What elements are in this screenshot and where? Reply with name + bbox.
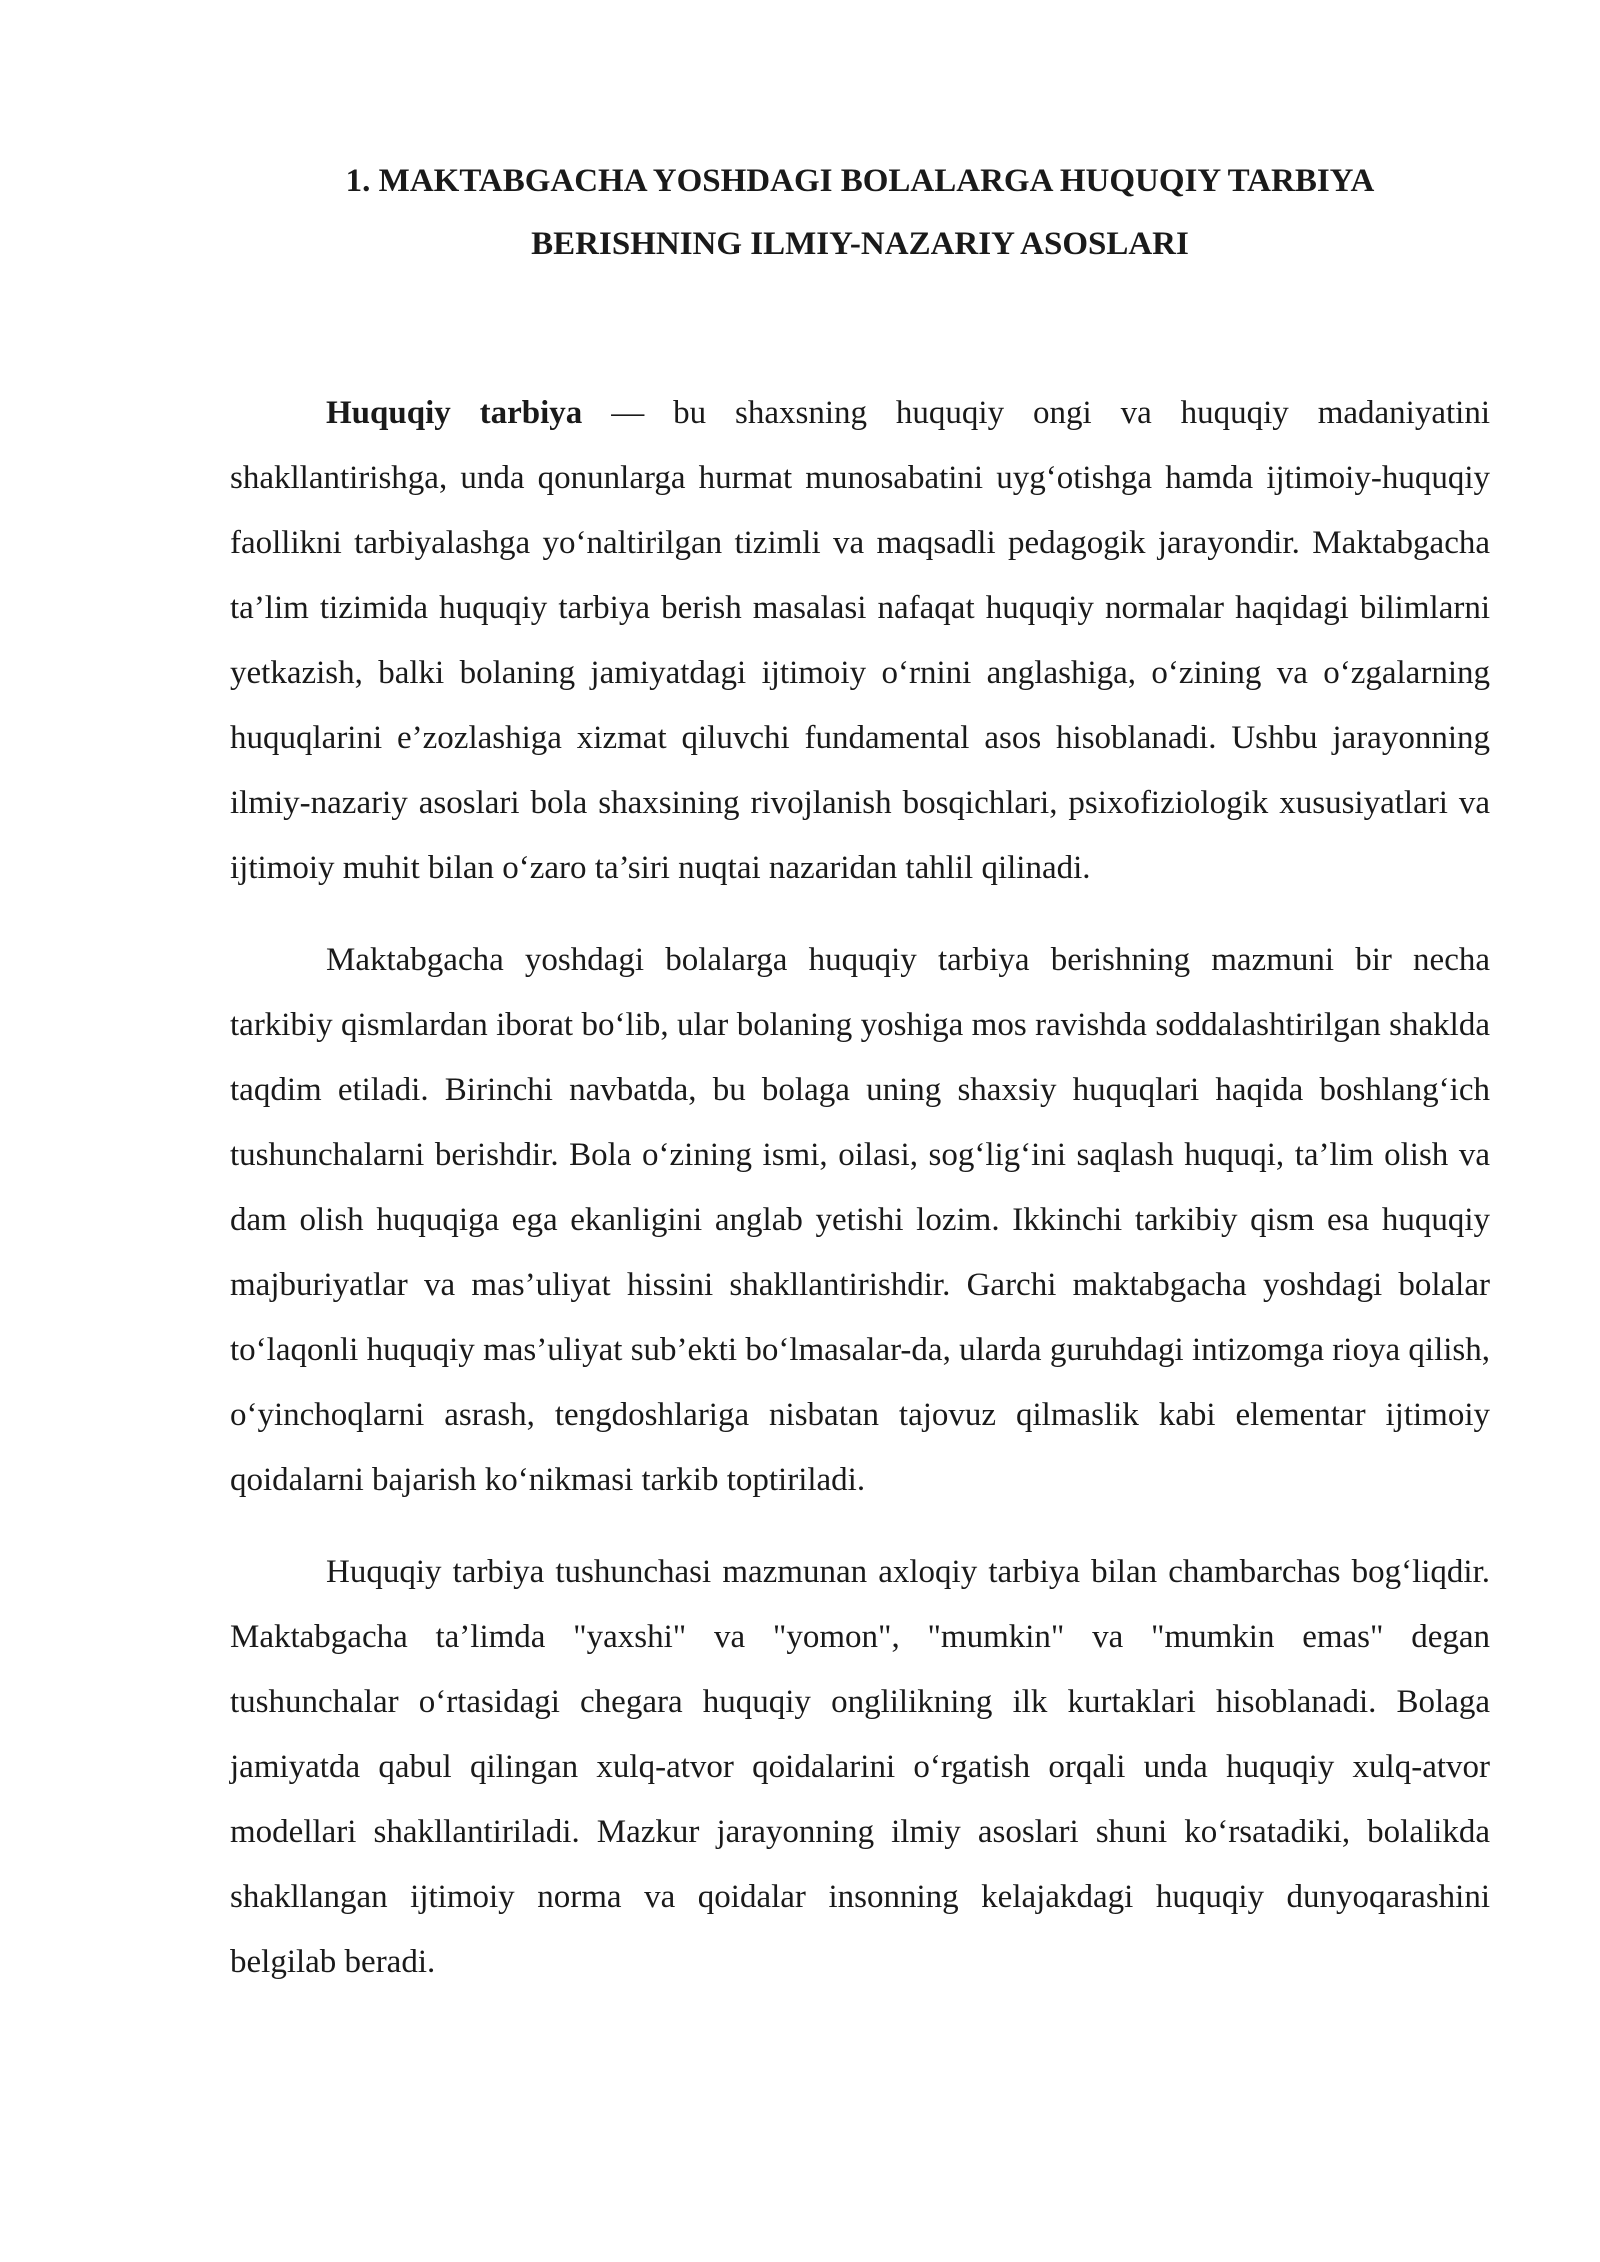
section-heading [230, 150, 1490, 276]
paragraph-2 [230, 928, 1490, 1513]
paragraph-3 [230, 1540, 1490, 1995]
paragraph-1-text: — bu shaxsning huquqiy ongi va huquqiy madaniyatini shakllantirishga, unda qonunlarga hurmat munosabatini uyg‘otishga hamda ijtimoiy-huquqiy faollikni tarbiyalashga yo‘naltirilgan tizimli va maqsadli pedagogik jarayondir. Maktabgacha ta’lim tizimida huquqiy tarbiya berish masalasi nafaqat huquqiy normalar haqidagi bilimlarni yetkazish, balki bolaning jamiyatdagi ijtimoiy o‘rnini anglashiga, o‘zining va o‘zgalarning huquqlarini e’zozlashiga xizmat qiluvchi fundamental asos hisoblanadi. Ushbu jarayonning ilmiy-nazariy asoslari bola shaxsining rivojlanish bosqichlari, psixofiziologik xususiyatlari va ijtimoiy muhit bilan o‘zaro ta’siri nuqtai nazaridan tahlil qilinadi. [230, 395, 1490, 886]
paragraph-3-text: Huquqiy tarbiya tushunchasi mazmunan axloqiy tarbiya bilan chambarchas bog‘liqdir. Maktabgacha ta’limda "yaxshi" va "yomon", "mumkin" va "mumkin emas" degan tushunchalar o‘rtasidagi chegara huquqiy onglilikning ilk kurtaklari hisoblanadi. Bolaga jamiyatda qabul qilingan xulq-atvor qoidalarini o‘rgatish orqali unda huquqiy xulq-atvor modellari shakllantiriladi. Mazkur jarayonning ilmiy asoslari shuni ko‘rsatadiki, bolalikda shakllangan ijtimoiy norma va qoidalar insonning kelajakdagi huquqiy dunyoqarashini belgilab beradi. [230, 1554, 1490, 1980]
defined-term: Huquqiy tarbiya [326, 395, 583, 431]
document-body [230, 381, 1490, 2022]
paragraph-2-text: Maktabgacha yoshdagi bolalarga huquqiy tarbiya berishning mazmuni bir necha tarkibiy qismlardan iborat bo‘lib, ular bolaning yoshiga mos ravishda soddalashtirilgan shaklda taqdim etiladi. Birinchi navbatda, bu bolaga uning shaxsiy huquqlari haqida boshlang‘ich tushunchalarni berishdir. Bola o‘zining ismi, oilasi, sog‘lig‘ini saqlash huquqi, ta’lim olish va dam olish huquqiga ega ekanligini anglab yetishi lozim. Ikkinchi tarkibiy qism esa huquqiy majburiyatlar va mas’uliyat hissini shakllantirishdir. Garchi maktabgacha yoshdagi bolalar to‘laqonli huquqiy mas’uliyat sub’ekti bo‘lmasalar-da, ularda guruhdagi intizomga rioya qilish, o‘yinchoqlarni asrash, tengdoshlariga nisbatan tajovuz qilmaslik kabi elementar ijtimoiy qoidalarni bajarish ko‘nikmasi tarkib toptiriladi. [230, 942, 1490, 1498]
section-heading-line-1: 1. MAKTABGACHA YOSHDAGI BOLALARGA HUQUQIY TARBIYA [345, 163, 1375, 199]
section-heading-line-2: BERISHNING ILMIY-NAZARIY ASOSLARI [531, 226, 1189, 262]
paragraph-1 [230, 381, 1490, 901]
